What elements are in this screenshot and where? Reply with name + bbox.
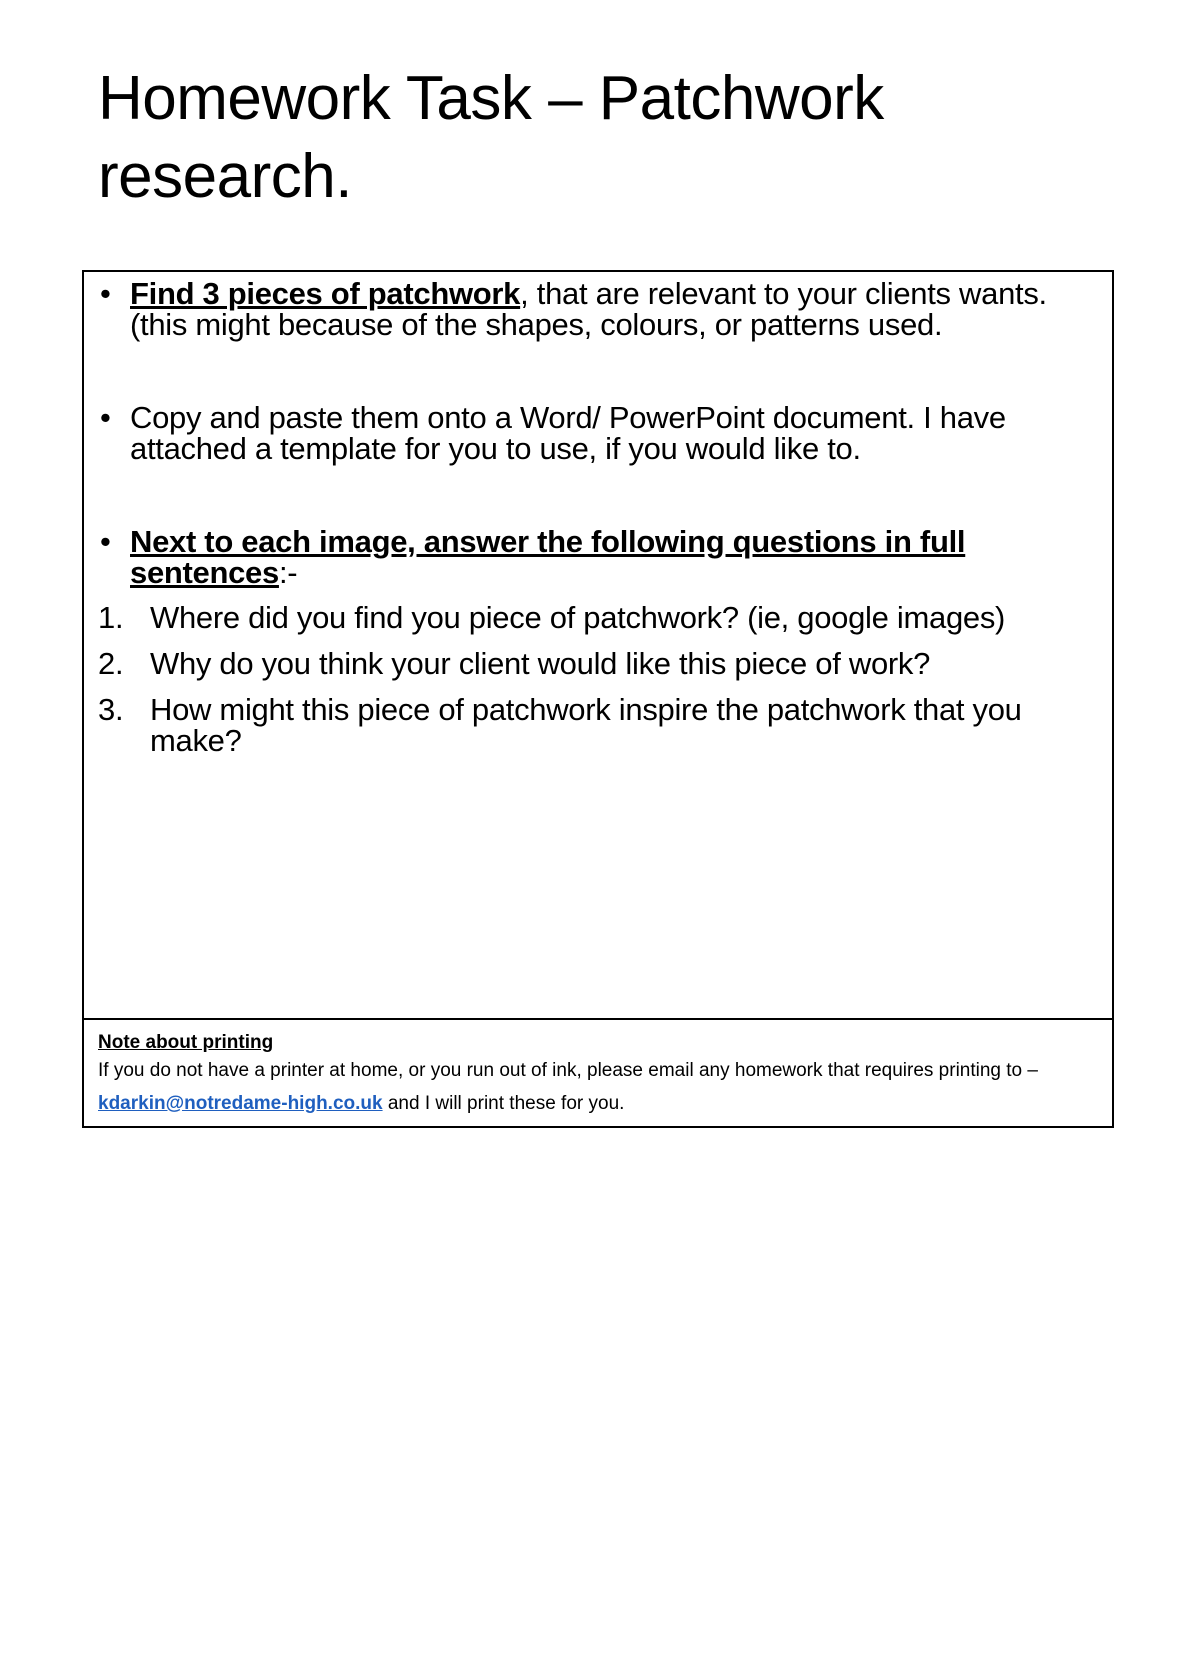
- printing-note-text-after: and I will print these for you.: [382, 1093, 625, 1114]
- question-text: Where did you find you piece of patchwork? (ie, google images): [150, 600, 1006, 635]
- question-list: [98, 602, 1088, 756]
- instruction-find-patchwork-emphasis: Find 3 pieces of patchwork: [130, 276, 521, 311]
- bullet-icon: •: [100, 524, 111, 559]
- question-number: 3.: [98, 692, 124, 727]
- question-text: Why do you think your client would like this piece of work?: [150, 646, 931, 681]
- printing-note-heading: Note about printing: [98, 1032, 274, 1053]
- instruction-answer-questions-emphasis: Next to each image, answer the following questions in full sentences: [130, 524, 966, 590]
- question-item: [98, 602, 1088, 633]
- instruction-answer-questions: [98, 526, 1088, 588]
- question-number: 2.: [98, 646, 124, 681]
- task-box: [82, 270, 1114, 1128]
- page-title-line-2: research.: [98, 142, 352, 211]
- instruction-answer-questions-text: :-: [278, 555, 298, 590]
- instruction-copy-paste: [98, 402, 1088, 464]
- bullet-icon: •: [100, 276, 111, 311]
- question-number: 1.: [98, 600, 124, 635]
- bullet-icon: •: [100, 400, 111, 435]
- instruction-find-patchwork: [98, 278, 1088, 340]
- task-instructions: [84, 272, 1112, 1020]
- instruction-copy-paste-text: Copy and paste them onto a Word/ PowerPoint document. I have attached a template for you to use, if you would like to.: [130, 400, 1006, 466]
- question-text: How might this piece of patchwork inspire the patchwork that you make?: [150, 692, 1022, 758]
- question-item: [98, 648, 1088, 679]
- printing-note: [84, 1020, 1112, 1126]
- printing-note-text: [98, 1054, 1098, 1120]
- question-item: [98, 694, 1088, 756]
- instruction-find-patchwork-text: , that are relevant to your clients wants. (this might because of the shapes, colours, or patterns used.: [130, 276, 1047, 342]
- page-title: [98, 60, 1098, 216]
- printing-note-text-before: If you do not have a printer at home, or you run out of ink, please email any homework that requires printing to –: [98, 1060, 1038, 1081]
- email-link[interactable]: kdarkin@notredame-high.co.uk: [98, 1093, 383, 1114]
- page-title-line-1: Homework Task – Patchwork: [98, 64, 884, 133]
